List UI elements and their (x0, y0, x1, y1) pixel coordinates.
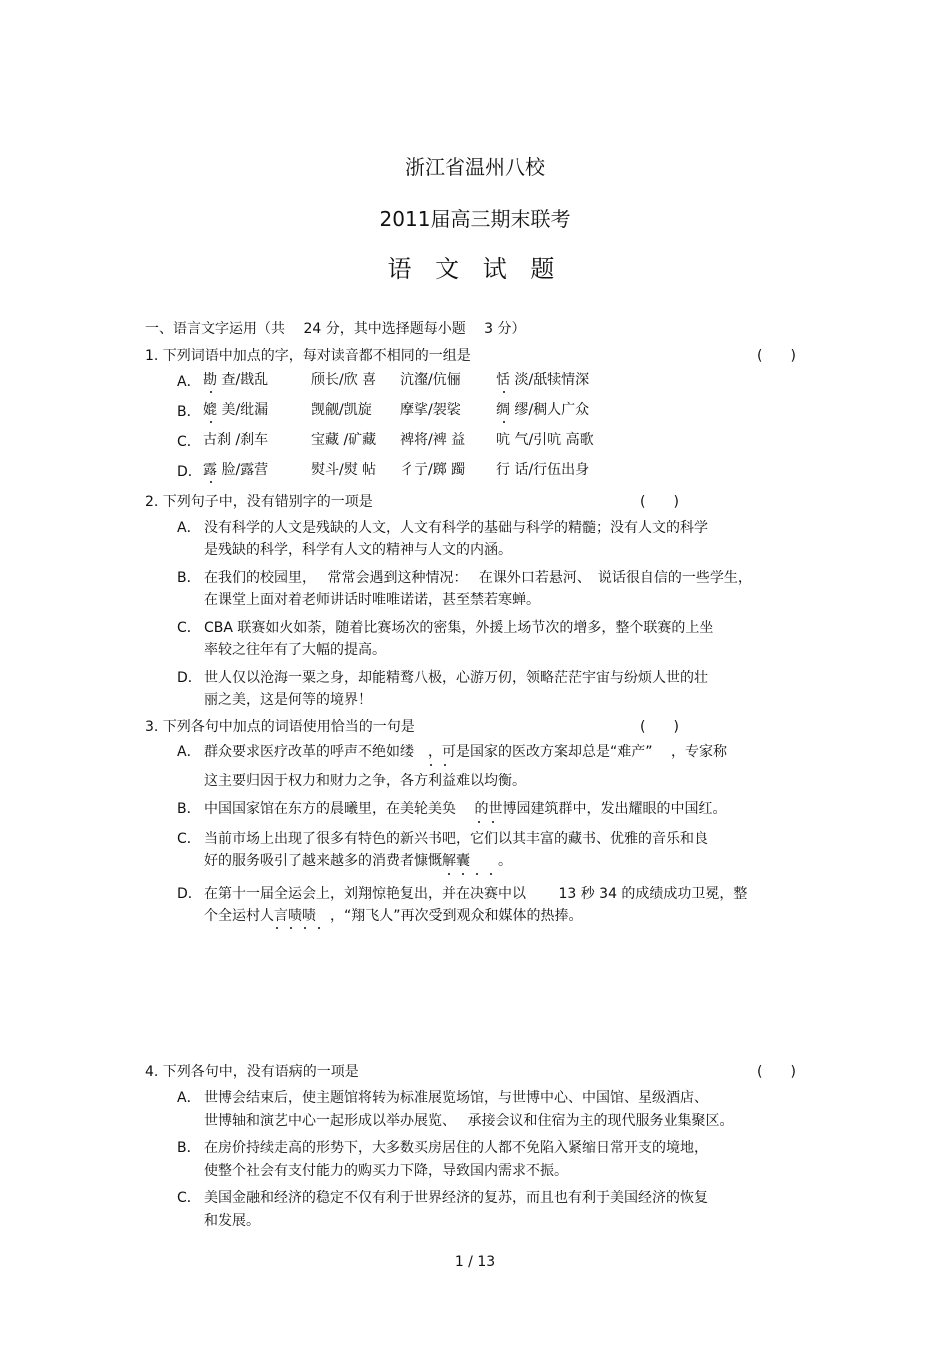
emphasis-dot (476, 873, 478, 875)
q4-option-c-line-1: 美国金融和经济的稳定不仅有利于世界经济的复苏，而且也有利于美国经济的恢复 (204, 1190, 708, 1206)
q2-option-b-line-2: 在课堂上面对着老师讲话时唯唯诺诺，甚至禁若寒蝉。 (204, 592, 540, 608)
q1-option-b-word-3: 摩挲/袈裟 (400, 402, 461, 418)
q1-option-a-word-1: 勘 查/戡乱 (203, 372, 269, 388)
subject-title: 语 文 试 题 (387, 255, 563, 283)
q3-option-a-label: A． (177, 744, 201, 760)
emphasis-dot (210, 391, 212, 393)
question-1-answer-bracket: ( ) (757, 348, 796, 364)
emphasis-dot (448, 873, 450, 875)
emphasis-dot (503, 421, 505, 423)
q2-option-a-label: A． (177, 520, 201, 536)
section-heading: 一、语言文字运用（共 24 分，其中选择题每小题 3 分） (145, 321, 526, 337)
question-4-stem: 4. 下列各句中，没有语病的一项是 (145, 1064, 359, 1080)
q1-option-d-word-1: 露 脸/露营 (203, 462, 269, 478)
q1-option-a-word-4: 恬 淡/舐犊情深 (496, 372, 590, 388)
q3-option-c-label: C． (177, 831, 201, 847)
q1-option-c-word-2: 宝藏 /矿藏 (311, 432, 377, 448)
q4-option-b-line-2: 使整个社会有支付能力的购买力下降，导致国内需求不振。 (204, 1163, 568, 1179)
q1-option-a-label: A． (177, 374, 201, 390)
q1-option-b-word-4: 绸 缪/稠人广众 (496, 402, 590, 418)
q3-option-c-line-1: 当前市场上出现了很多有特色的新兴书吧，它们以其丰富的藏书、优雅的音乐和良 (204, 831, 708, 847)
q1-option-c-word-1: 古刹 /刹车 (203, 432, 269, 448)
q1-option-d-label: D． (177, 464, 202, 480)
q3-option-d-line-2: 个全运村人言啧啧 ，“翔飞人”再次受到观众和媒体的热捧。 (204, 908, 583, 924)
q2-option-d-label: D． (177, 670, 202, 686)
q1-option-d-word-3: 彳亍/踯 躅 (400, 462, 466, 478)
q1-option-b-word-2: 觊觎/凯旋 (311, 402, 372, 418)
emphasis-dot (318, 927, 320, 929)
q4-option-a-line-1: 世博会结束后，使主题馆将转为标准展览场馆，与世博中心、中国馆、星级酒店、 (204, 1090, 708, 1106)
q1-option-c-label: C． (177, 434, 201, 450)
emphasis-dot (492, 821, 494, 823)
q3-option-a-line-1: 群众要求医疗改革的呼声不绝如缕 ，可是国家的医改方案却总是“难产” ，专家称 (204, 744, 727, 760)
q3-option-d-label: D． (177, 886, 202, 902)
q1-option-c-word-3: 裨将/裨 益 (400, 432, 466, 448)
question-2-answer-bracket: ( ) (640, 494, 679, 510)
emphasis-dot (462, 873, 464, 875)
q1-option-b-word-1: 媲 美/纰漏 (203, 402, 269, 418)
q4-option-a-label: A． (177, 1090, 201, 1106)
q3-option-a-line-2: 这主要归因于权力和财力之争，各方利益难以均衡。 (204, 773, 526, 789)
q1-option-a-word-3: 沆瀣/伉俪 (400, 372, 461, 388)
question-4-answer-bracket: ( ) (757, 1064, 796, 1080)
q2-option-c-line-1: CBA 联赛如火如荼，随着比赛场次的密集，外援上场节次的增多，整个联赛的上坐 (204, 620, 714, 636)
q3-option-b-line-1: 中国国家馆在东方的晨曦里，在美轮美奂 的世博园建筑群中，发出耀眼的中国红。 (204, 801, 727, 817)
school-title: 浙江省温州八校 (405, 155, 545, 179)
q4-option-c-line-2: 和发展。 (204, 1213, 260, 1229)
question-3-answer-bracket: ( ) (640, 719, 679, 735)
q3-option-d-line-1: 在第十一届全运会上，刘翔惊艳复出，并在决赛中以 13 秒 34 的成绩成功卫冕，整 (204, 886, 748, 902)
q4-option-b-line-1: 在房价持续走高的形势下，大多数买房居住的人都不免陷入紧缩日常开支的境地， (204, 1140, 708, 1156)
q2-option-a-line-1: 没有科学的人文是残缺的人文，人文有科学的基础与科学的精髓；没有人文的科学 (204, 520, 708, 536)
q2-option-d-line-1: 世人仅以沧海一粟之身，却能精鹜八极，心游万仞，领略茫茫宇宙与纷烦人世的壮 (204, 670, 708, 686)
q1-option-b-label: B． (177, 404, 201, 420)
emphasis-dot (478, 821, 480, 823)
emphasis-dot (276, 927, 278, 929)
q4-option-b-label: B． (177, 1140, 201, 1156)
q1-option-d-word-4: 行 话/行伍出身 (496, 462, 590, 478)
q4-option-c-label: C． (177, 1190, 201, 1206)
emphasis-dot (210, 421, 212, 423)
emphasis-dot (210, 481, 212, 483)
emphasis-dot (430, 764, 432, 766)
q1-option-a-word-2: 颀长/欣 喜 (311, 372, 377, 388)
q2-option-a-line-2: 是残缺的科学，科学有人文的精神与人文的内涵。 (204, 542, 512, 558)
question-2-stem: 2. 下列句子中，没有错别字的一项是 (145, 494, 373, 510)
emphasis-dot (444, 764, 446, 766)
emphasis-dot (503, 391, 505, 393)
q3-option-b-label: B． (177, 801, 201, 817)
emphasis-dot (304, 927, 306, 929)
q2-option-c-label: C． (177, 620, 201, 636)
emphasis-dot (490, 873, 492, 875)
q2-option-d-line-2: 丽之美，这是何等的境界！ (204, 692, 372, 708)
q3-option-c-line-2: 好的服务吸引了越来越多的消费者慷慨解囊 。 (204, 853, 512, 869)
page-number: 1 / 13 (454, 1254, 496, 1270)
q2-option-b-line-1: 在我们的校园里， 常常会遇到这种情况： 在课外口若悬河、 说话很自信的一些学生， (204, 570, 752, 586)
question-1-stem: 1. 下列词语中加点的字，每对读音都不相同的一组是 (145, 348, 471, 364)
emphasis-dot (290, 927, 292, 929)
q1-option-c-word-4: 吭 气/引吭 高歌 (496, 432, 594, 448)
q4-option-a-line-2: 世博轴和演艺中心一起形成以举办展览、 承接会议和住宿为主的现代服务业集聚区。 (204, 1113, 734, 1129)
q2-option-b-label: B． (177, 570, 201, 586)
exam-title: 2011届高三期末联考 (379, 207, 571, 231)
q2-option-c-line-2: 率较之往年有了大幅的提高。 (204, 642, 386, 658)
q1-option-d-word-2: 熨斗/熨 帖 (311, 462, 377, 478)
question-3-stem: 3. 下列各句中加点的词语使用恰当的一句是 (145, 719, 415, 735)
